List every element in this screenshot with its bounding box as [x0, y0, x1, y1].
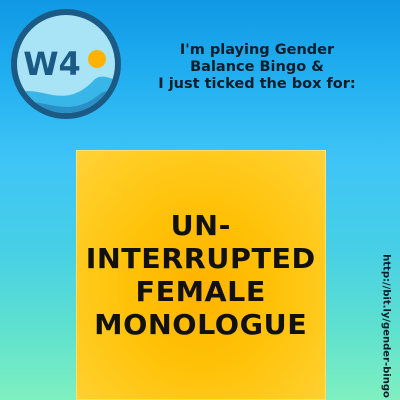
logo-text: W4 — [23, 45, 81, 83]
tagline-line-1: I'm playing Gender — [179, 42, 335, 58]
side-link[interactable]: http://bit.ly/gender-bingo — [380, 254, 392, 398]
w4-logo — [8, 6, 124, 122]
sun-icon — [88, 50, 106, 68]
card-text — [86, 209, 316, 341]
card-line-1: UN- — [170, 209, 232, 242]
tagline-line-3: I just ticked the box for: — [158, 76, 356, 92]
tagline-line-2: Balance Bingo & — [190, 59, 324, 75]
card-line-4: MONOLOGUE — [94, 308, 308, 341]
w4-logo-icon — [8, 6, 124, 122]
bingo-card — [76, 150, 326, 400]
tagline — [138, 42, 376, 93]
card-line-2: INTERRUPTED — [86, 242, 316, 275]
card-line-3: FEMALE — [135, 275, 267, 308]
